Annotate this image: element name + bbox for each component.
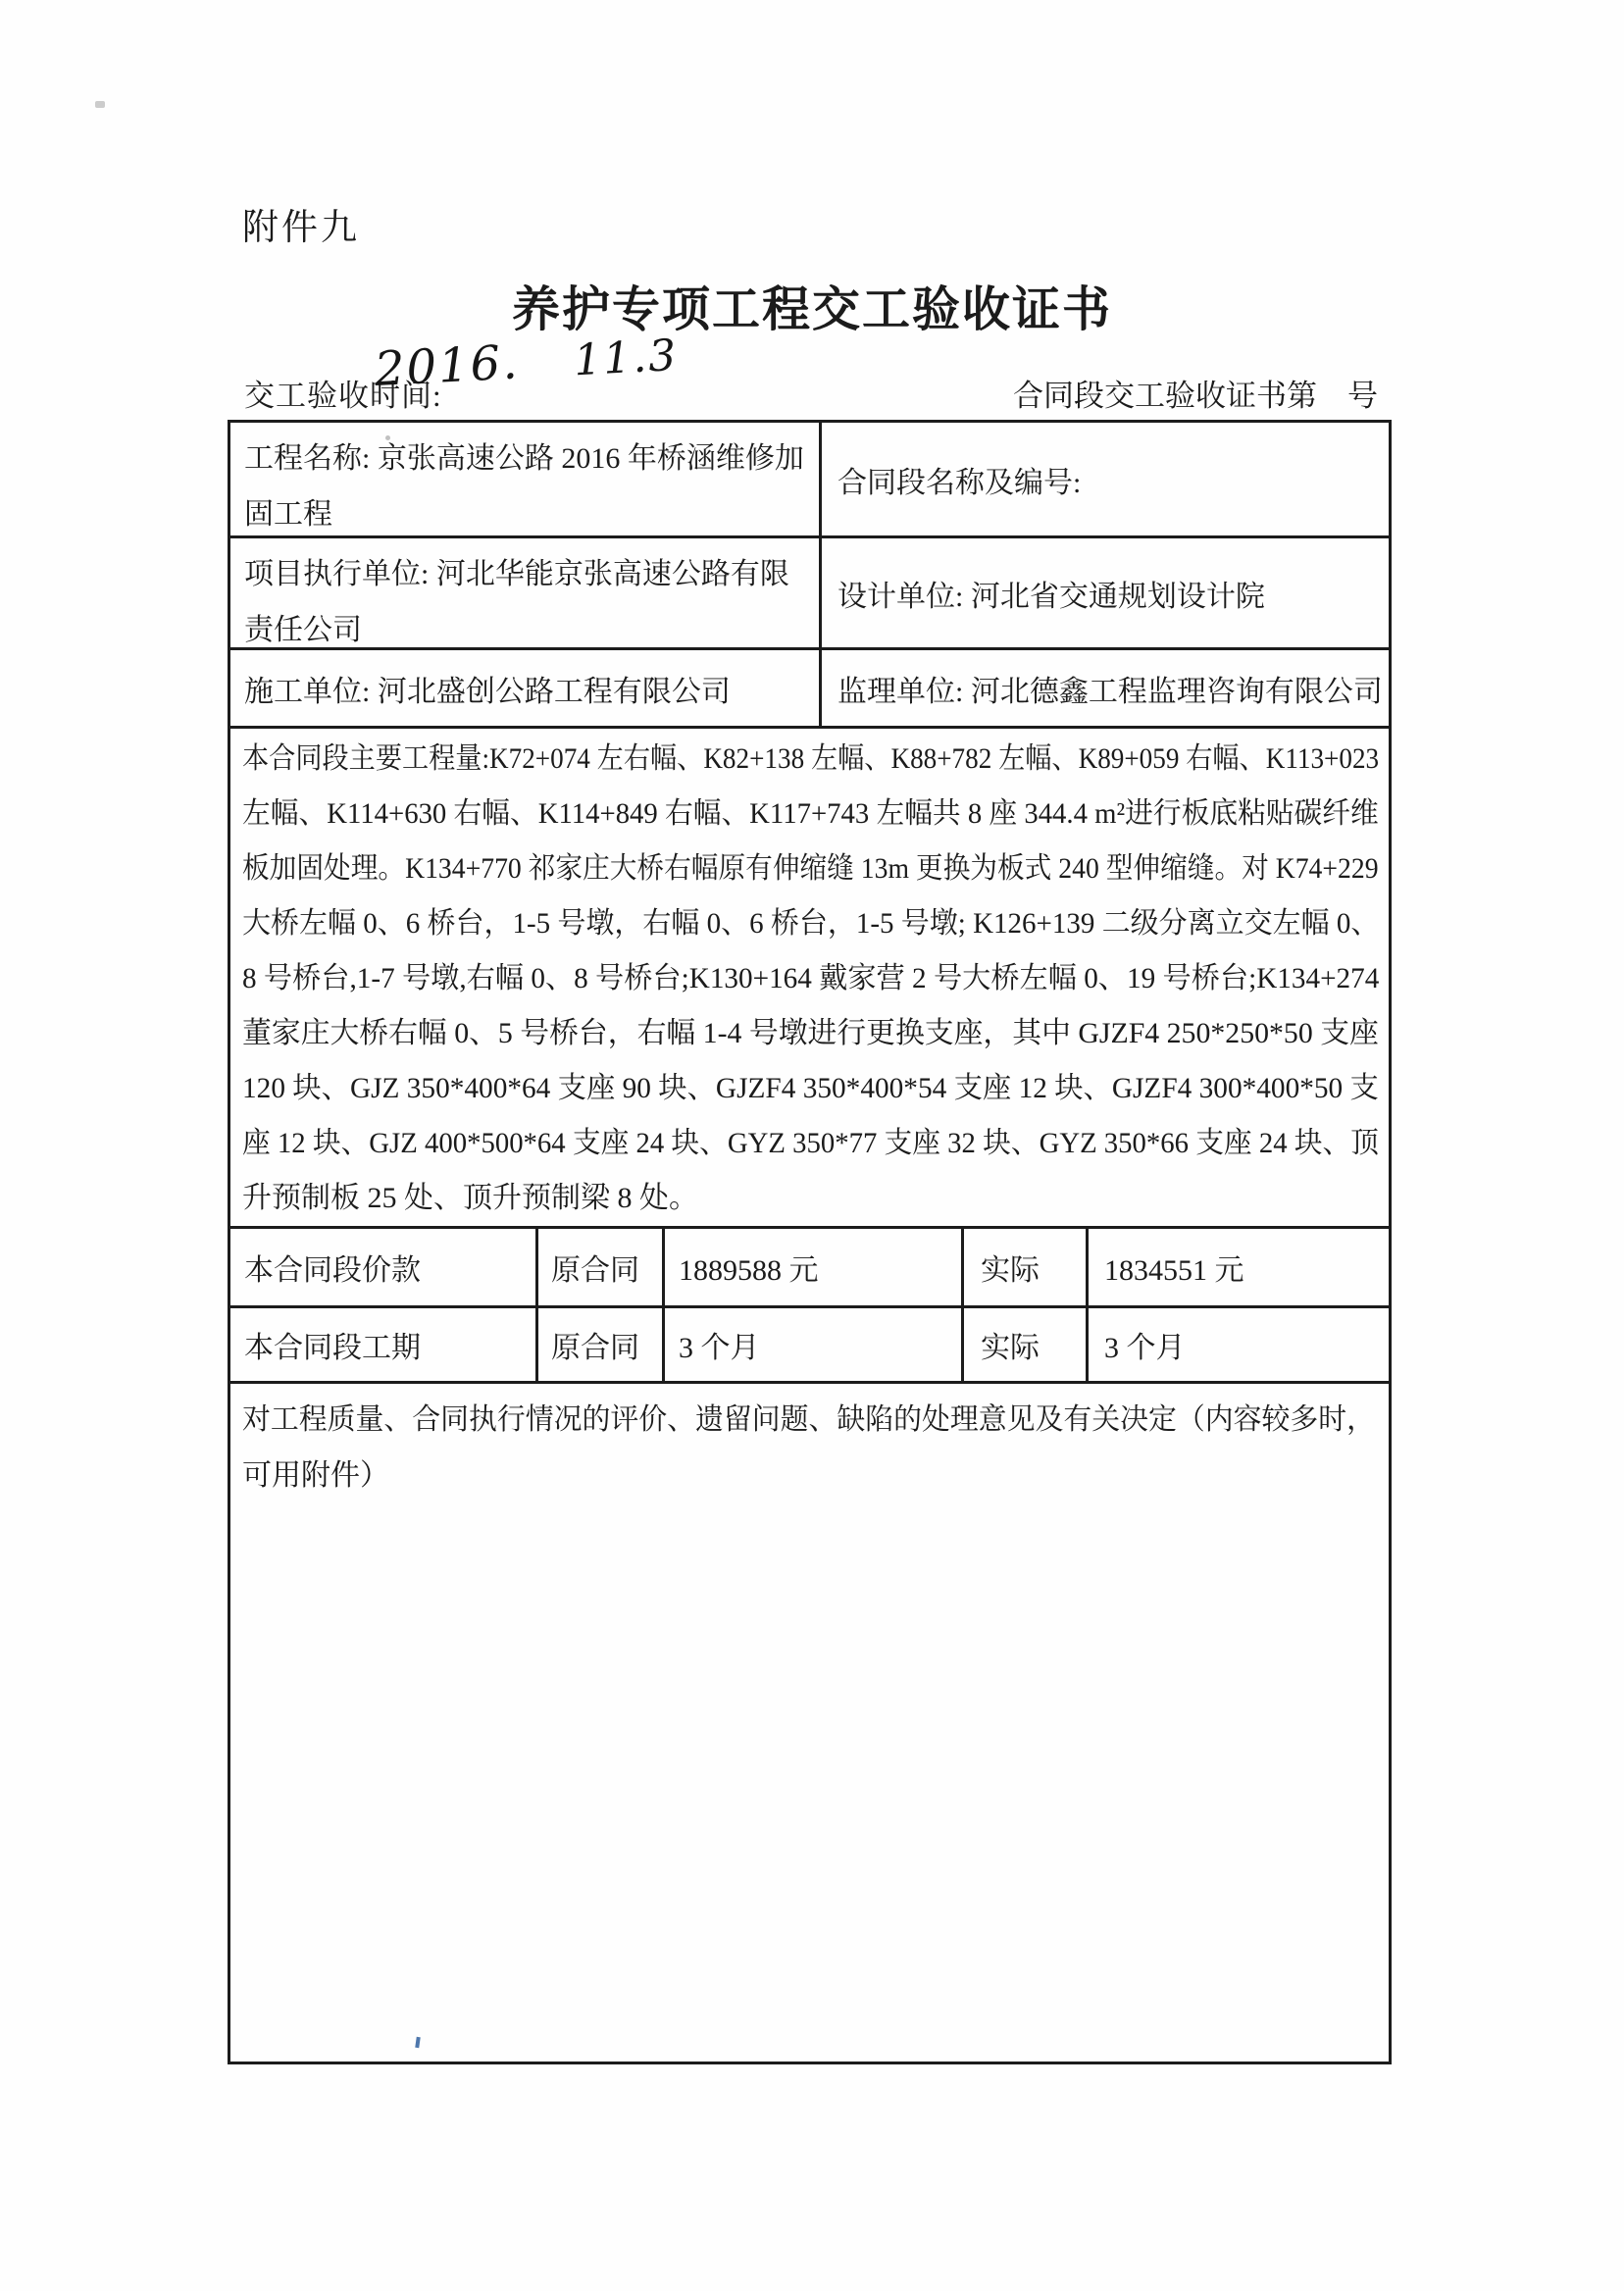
price-actual-value-cell — [1089, 1229, 1389, 1305]
table-row-project-name — [230, 423, 1389, 538]
handwritten-month-day: 11.3 — [572, 330, 680, 386]
project-name-line1: 工程名称: 京张高速公路 2016 年桥涵维修加 — [244, 442, 804, 475]
executing-unit-cell — [230, 538, 822, 647]
quantities-line: 本合同段主要工程量:K72+074 左右幅、K82+138 左幅、K88+782 左幅、K89+059 右幅、K113+023 — [242, 742, 1380, 775]
project-name-cell — [230, 423, 822, 535]
evaluation-line2: 可用附件） — [242, 1459, 389, 1492]
price-actual-label: 实际 — [981, 1254, 1040, 1287]
design-unit-label: 设计单位: 河北省交通规划设计院 — [837, 580, 1265, 613]
duration-actual-value: 3 个月 — [1104, 1332, 1186, 1364]
certificate-number-label: 合同段交工验收证书第 号 — [1013, 379, 1378, 413]
duration-original-label: 原合同 — [551, 1332, 639, 1364]
supervision-unit-cell — [822, 650, 1389, 726]
executing-unit-line1: 项目执行单位: 河北华能京张高速公路有限 — [244, 558, 789, 590]
table-row-contract-price — [230, 1229, 1389, 1308]
price-label: 本合同段价款 — [244, 1254, 421, 1287]
project-name-line2: 固工程 — [244, 498, 332, 531]
attachment-label: 附件九 — [242, 208, 360, 248]
construction-unit-cell — [230, 650, 822, 726]
quantities-line: 板加固处理。K134+770 祁家庄大桥右幅原有伸缩缝 13m 更换为板式 240 型伸缩缝。对 K74+229 — [242, 852, 1379, 885]
scan-artifact-speck — [95, 101, 105, 108]
quantities-line: 左幅、K114+630 右幅、K114+849 右幅、K117+743 左幅共 8 座 344.4 m²进行板底粘贴碳纤维 — [242, 797, 1379, 830]
duration-original-value: 3 个月 — [679, 1332, 760, 1364]
duration-original-label-cell — [538, 1308, 665, 1381]
executing-unit-line2: 责任公司 — [244, 614, 362, 646]
design-unit-cell — [822, 538, 1389, 647]
contract-section-cell — [822, 423, 1389, 535]
quantities-line: 8 号桥台,1-7 号墩,右幅 0、8 号桥台;K130+164 戴家营 2 号大桥左幅 0、19 号桥台;K134+274 — [242, 962, 1380, 994]
supervision-unit-label: 监理单位: 河北德鑫工程监理咨询有限公司 — [837, 675, 1383, 708]
table-row-executing-unit — [230, 538, 1389, 650]
page-title: 养护专项工程交工验收证书 — [511, 282, 1112, 336]
quantities-line: 大桥左幅 0、6 桥台，1-5 号墩，右幅 0、6 桥台，1-5 号墩; K126+139 二级分离立交左幅 0、 — [242, 907, 1380, 940]
main-quantities-cell — [230, 729, 1389, 1226]
price-original-value: 1889588 元 — [679, 1254, 819, 1287]
duration-label-cell — [230, 1308, 538, 1381]
price-label-cell — [230, 1229, 538, 1305]
quantities-line: 120 块、GJZ 350*400*64 支座 90 块、GJZF4 350*400*54 支座 12 块、GJZF4 300*400*50 支 — [242, 1072, 1379, 1104]
price-original-label: 原合同 — [551, 1254, 639, 1287]
scan-artifact-speck — [385, 435, 390, 440]
quantities-line: 升预制板 25 处、顶升预制梁 8 处。 — [242, 1182, 698, 1214]
price-original-label-cell — [538, 1229, 665, 1305]
price-actual-value: 1834551 元 — [1104, 1254, 1244, 1287]
table-row-evaluation — [230, 1384, 1389, 2062]
price-original-value-cell — [665, 1229, 964, 1305]
table-row-construction-unit — [230, 650, 1389, 729]
construction-unit-label: 施工单位: 河北盛创公路工程有限公司 — [244, 675, 731, 708]
price-actual-label-cell — [964, 1229, 1089, 1305]
contract-section-label: 合同段名称及编号: — [837, 466, 1082, 499]
table-row-contract-duration — [230, 1308, 1389, 1384]
evaluation-cell — [230, 1384, 1389, 2062]
duration-original-value-cell — [665, 1308, 964, 1381]
duration-actual-value-cell — [1089, 1308, 1389, 1381]
acceptance-time-label: 交工验收时间: — [244, 379, 442, 413]
table-row-main-quantities — [230, 729, 1389, 1229]
quantities-line: 董家庄大桥右幅 0、5 号桥台，右幅 1-4 号墩进行更换支座，其中 GJZF4 250*250*50 支座 — [242, 1017, 1379, 1049]
handwritten-year: 2016. — [373, 334, 521, 397]
duration-actual-label: 实际 — [981, 1332, 1040, 1364]
evaluation-line1: 对工程质量、合同执行情况的评价、遗留问题、缺陷的处理意见及有关决定（内容较多时， — [242, 1403, 1375, 1436]
certificate-table — [228, 420, 1392, 2064]
quantities-line: 座 12 块、GJZ 400*500*64 支座 24 块、GYZ 350*77 支座 32 块、GYZ 350*66 支座 24 块、顶 — [242, 1127, 1379, 1159]
duration-actual-label-cell — [964, 1308, 1089, 1381]
duration-label: 本合同段工期 — [244, 1332, 421, 1364]
